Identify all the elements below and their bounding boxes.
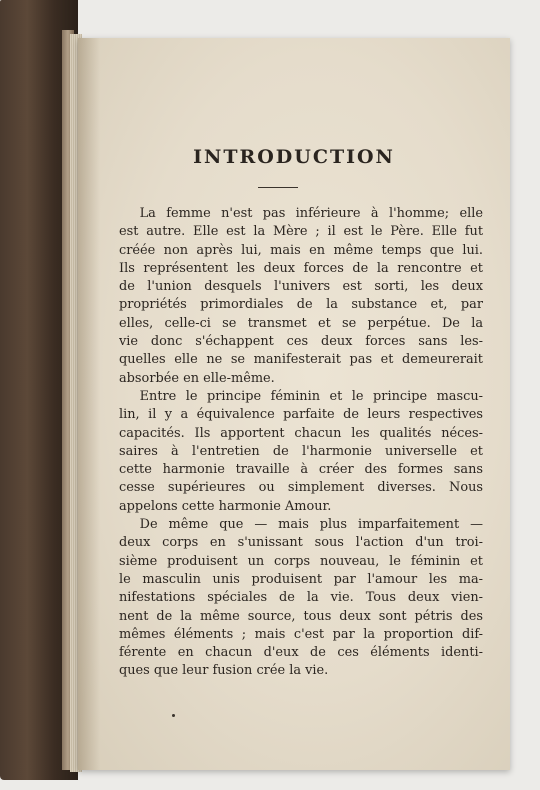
text-line: créée non après lui, mais en même temps que lui. bbox=[119, 242, 483, 258]
text-line: capacités. Ils apportent chacun les qualités néces- bbox=[119, 425, 483, 441]
text-line: est autre. Elle est la Mère ; il est le Père. Elle fut bbox=[119, 224, 483, 240]
text-line: sième produisent un corps nouveau, le féminin et bbox=[119, 553, 483, 569]
text-line: vie donc s'échappent ces deux forces sans les- bbox=[119, 334, 483, 350]
text-line: de l'union desquels l'univers est sorti, les deux bbox=[119, 279, 483, 295]
text-line: appelons cette harmonie Amour. bbox=[119, 498, 332, 514]
text-line: cesse supérieures ou simplement diverses. Nous bbox=[119, 480, 483, 496]
text-line: cette harmonie travaille à créer des formes sans bbox=[119, 462, 483, 478]
text-line: Entre le principe féminin et le principe mascu- bbox=[139, 388, 483, 404]
text-line: absorbée en elle-même. bbox=[119, 370, 275, 386]
text-line: le masculin unis produisent par l'amour les ma- bbox=[119, 571, 483, 587]
text-line: nifestations spéciales de la vie. Tous deux vien- bbox=[119, 590, 483, 606]
text-line: ques que leur fusion crée la vie. bbox=[119, 663, 329, 679]
paragraph-3 bbox=[119, 516, 483, 681]
book-page bbox=[78, 38, 510, 770]
heading-rule bbox=[258, 187, 298, 188]
text-line: saires à l'entretien de l'harmonie universelle et bbox=[119, 443, 483, 459]
paragraph-2 bbox=[119, 388, 483, 516]
text-line: elles, celle-ci se transmet et se perpétue. De la bbox=[119, 315, 483, 331]
text-line: quelles elle ne se manifesterait pas et demeurerait bbox=[119, 352, 483, 368]
text-line: mêmes éléments ; mais c'est par la proportion dif- bbox=[119, 626, 483, 642]
page-mark bbox=[172, 714, 175, 717]
text-line: De même que — mais plus imparfaitement — bbox=[139, 517, 483, 533]
body-text bbox=[119, 205, 483, 681]
text-line: deux corps en s'unissant sous l'action d'un troi- bbox=[119, 535, 483, 551]
text-line: nent de la même source, tous deux sont pétris des bbox=[119, 608, 483, 624]
text-line: Ils représentent les deux forces de la rencontre et bbox=[119, 260, 483, 276]
text-line: La femme n'est pas inférieure à l'homme; elle bbox=[139, 206, 483, 221]
text-line: lin, il y a équivalence parfaite de leurs respectives bbox=[119, 407, 483, 423]
paragraph-1 bbox=[119, 205, 483, 388]
text-line: férente en chacun d'eux de ces éléments identi- bbox=[119, 645, 483, 661]
text-line: propriétés primordiales de la substance et, par bbox=[119, 297, 483, 313]
chapter-heading: INTRODUCTION bbox=[193, 146, 395, 168]
